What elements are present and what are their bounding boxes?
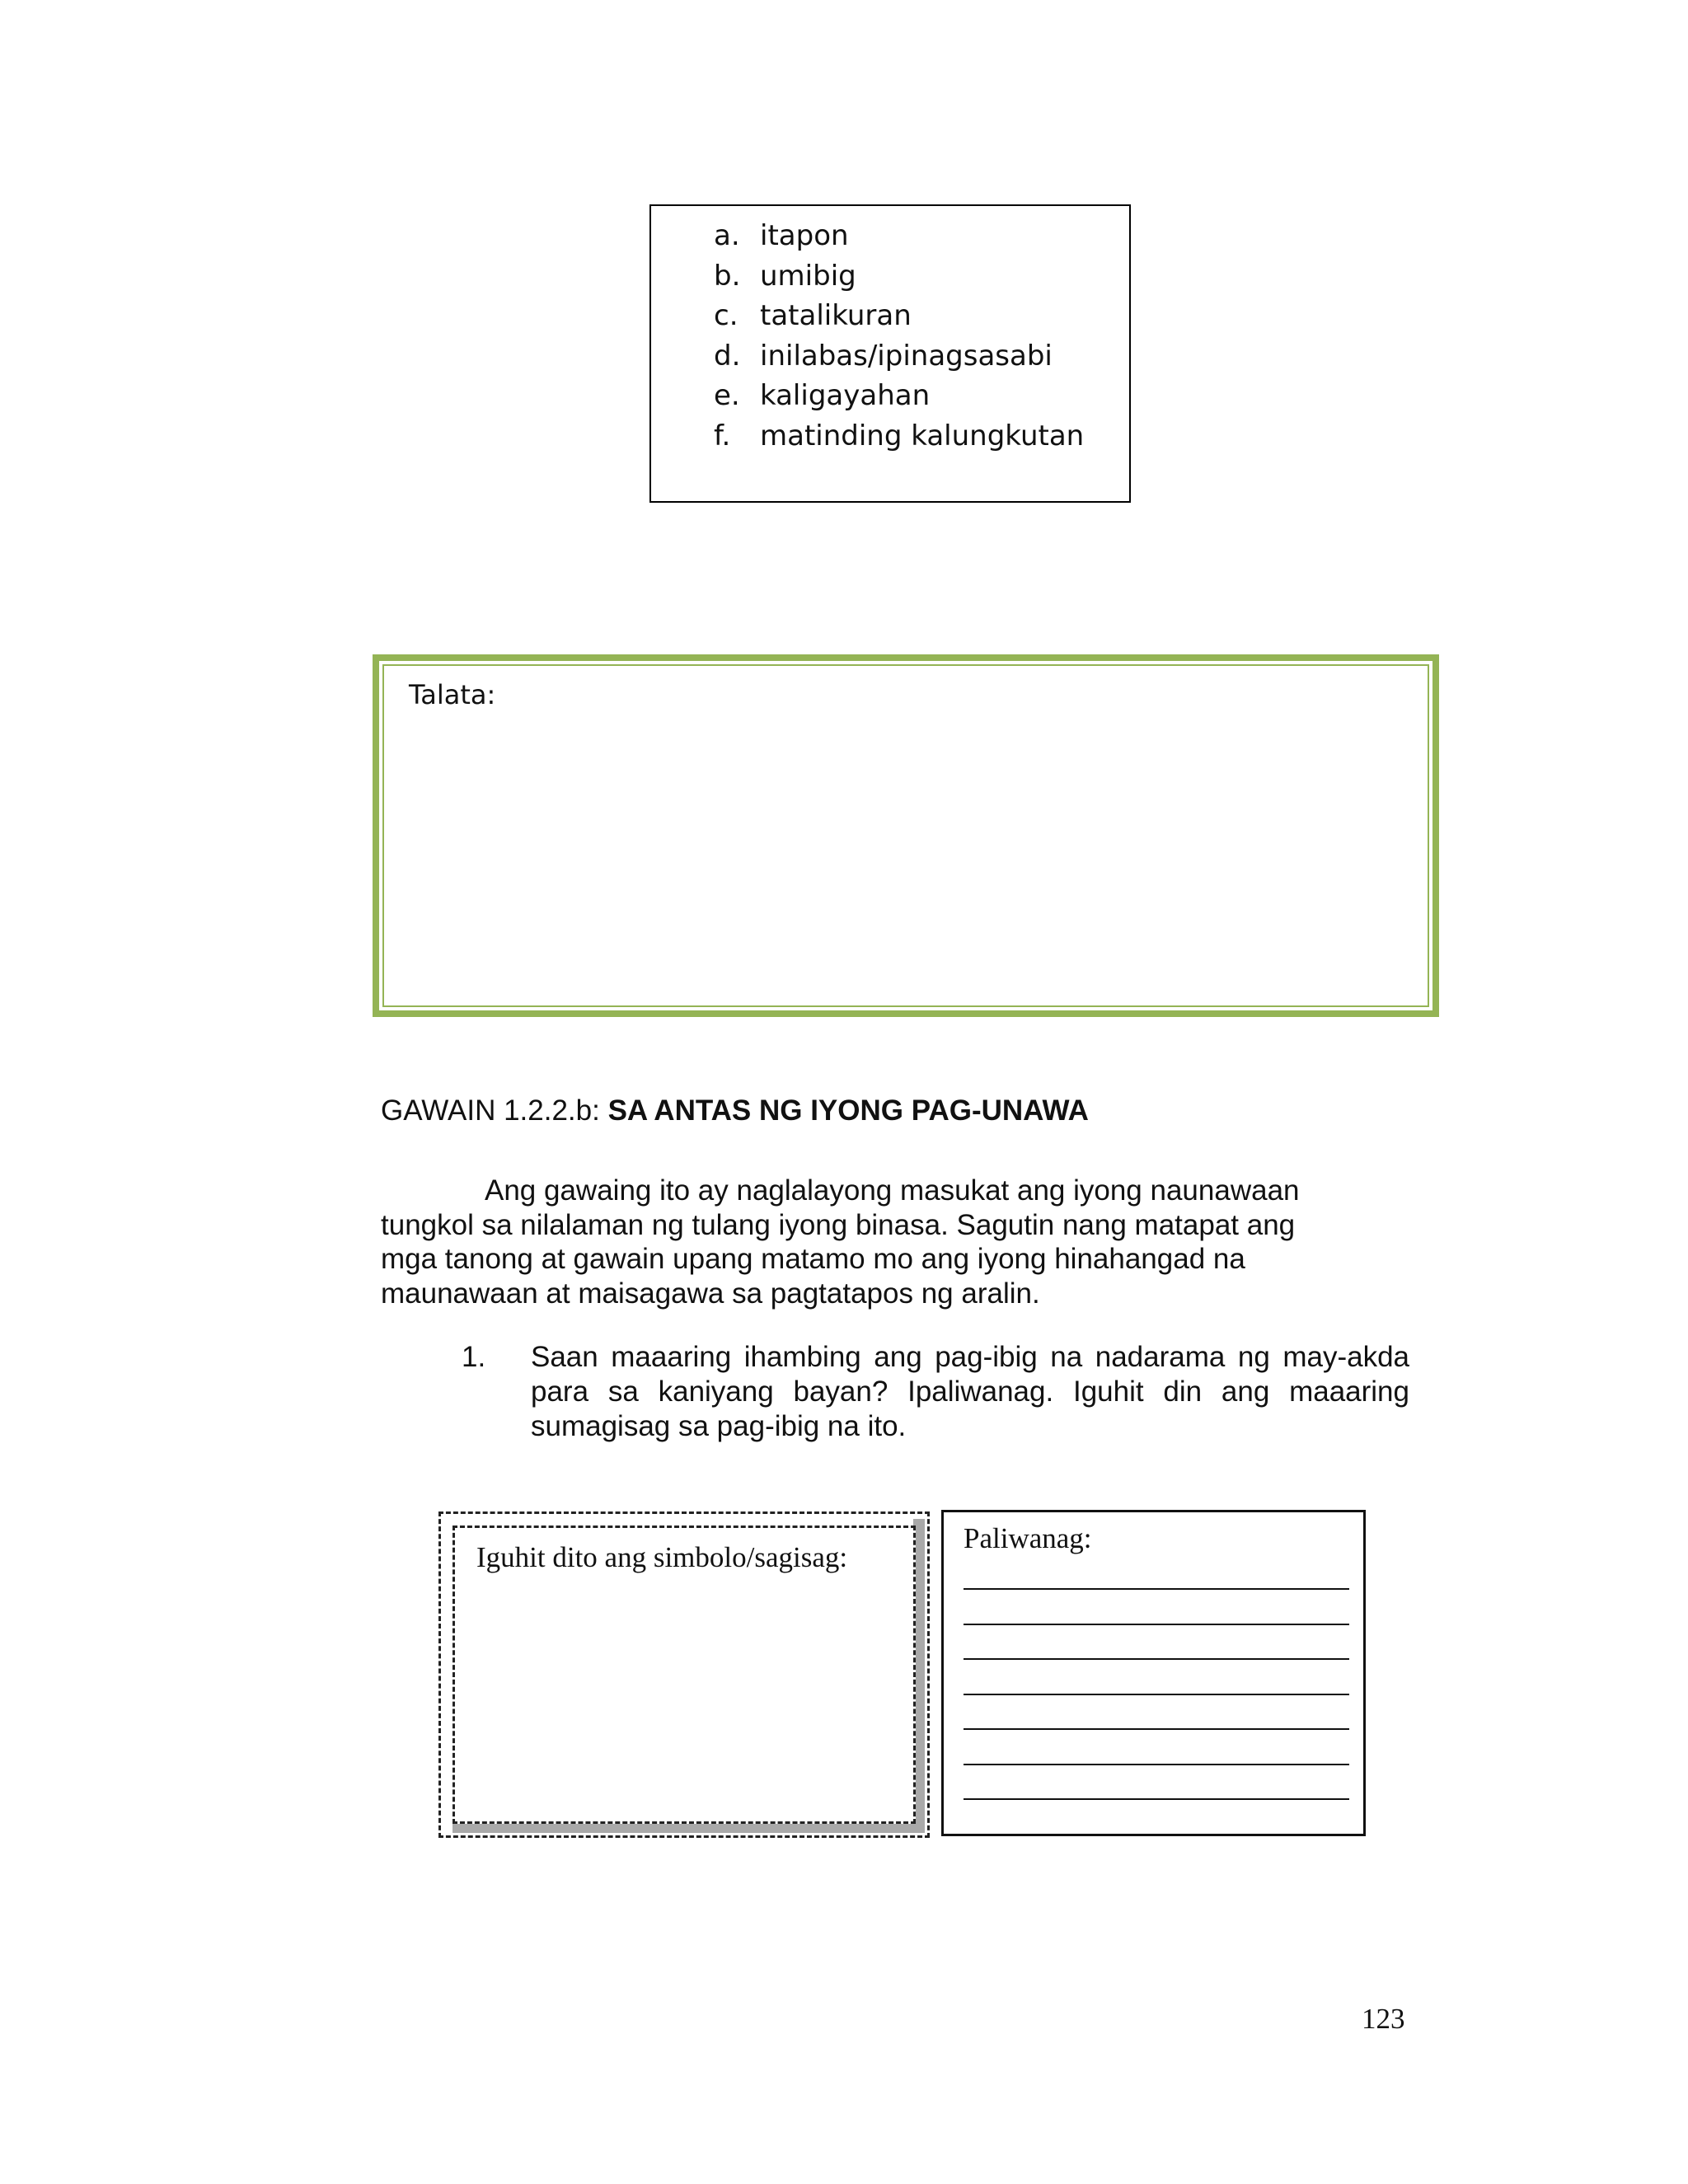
choice-text: itapon bbox=[760, 219, 849, 252]
choice-letter: a. bbox=[714, 219, 740, 252]
gawain-title: SA ANTAS NG IYONG PAG-UNAWA bbox=[607, 1094, 1089, 1127]
choice-item bbox=[714, 376, 1084, 416]
question-number: 1. bbox=[462, 1341, 486, 1373]
draw-box[interactable] bbox=[438, 1511, 930, 1838]
answer-line[interactable] bbox=[964, 1695, 1349, 1731]
talata-box[interactable] bbox=[373, 654, 1439, 1017]
choice-text: inilabas/ipinagsasabi bbox=[760, 339, 1053, 373]
choice-letter: c. bbox=[714, 299, 738, 332]
question-1 bbox=[462, 1340, 1409, 1444]
paliwanag-label: Paliwanag: bbox=[964, 1522, 1092, 1554]
page-number: 123 bbox=[1362, 2003, 1405, 2035]
choice-text: kaligayahan bbox=[760, 379, 931, 412]
answer-line[interactable] bbox=[964, 1765, 1349, 1801]
choice-letter: f. bbox=[714, 419, 731, 452]
choice-item bbox=[714, 256, 1084, 297]
draw-label: Iguhit dito ang simbolo/sagisag: bbox=[476, 1541, 848, 1573]
answer-line[interactable] bbox=[964, 1660, 1349, 1695]
choice-letter: d. bbox=[714, 339, 741, 373]
choice-text: tatalikuran bbox=[760, 299, 912, 332]
answer-line[interactable] bbox=[964, 1730, 1349, 1765]
intro-line: Ang gawaing ito ay naglalayong masukat ang iyong naunawaan bbox=[485, 1174, 1300, 1207]
choice-letter: b. bbox=[714, 259, 741, 293]
intro-line: mga tanong at gawain upang matamo mo ang iyong hinahangad na bbox=[381, 1243, 1245, 1275]
choice-item bbox=[714, 336, 1084, 377]
answer-line[interactable] bbox=[964, 1590, 1349, 1625]
intro-line: tungkol sa nilalaman ng tulang iyong binasa. Sagutin nang matapat ang bbox=[381, 1208, 1296, 1241]
choice-text: matinding kalungkutan bbox=[760, 419, 1085, 452]
answer-line[interactable] bbox=[964, 1572, 1349, 1590]
draw-area[interactable] bbox=[452, 1526, 916, 1824]
paliwanag-box[interactable] bbox=[941, 1510, 1366, 1836]
talata-inner-border bbox=[382, 664, 1429, 1007]
talata-label: Talata: bbox=[409, 679, 496, 710]
question-text: Saan maaaring ihambing ang pag-ibig na nadarama ng may-akda para sa kaniyang bayan? Ipaliwanag. Iguhit din ang maaaring sumagisag sa pag-ibig na ito. bbox=[531, 1341, 1409, 1442]
gawain-prefix: GAWAIN 1.2.2.b: bbox=[381, 1094, 608, 1127]
choice-text: umibig bbox=[760, 259, 856, 293]
choices-list bbox=[714, 216, 1084, 456]
choices-box bbox=[649, 204, 1131, 503]
gawain-heading bbox=[381, 1094, 1089, 1127]
choice-item bbox=[714, 216, 1084, 256]
answer-line[interactable] bbox=[964, 1625, 1349, 1661]
choice-item bbox=[714, 296, 1084, 336]
choice-item bbox=[714, 416, 1084, 457]
paliwanag-answer-lines[interactable] bbox=[964, 1572, 1349, 1800]
choice-letter: e. bbox=[714, 379, 740, 412]
intro-paragraph bbox=[381, 1174, 1419, 1310]
intro-line: maunawaan at maisagawa sa pagtatapos ng aralin. bbox=[381, 1277, 1040, 1310]
